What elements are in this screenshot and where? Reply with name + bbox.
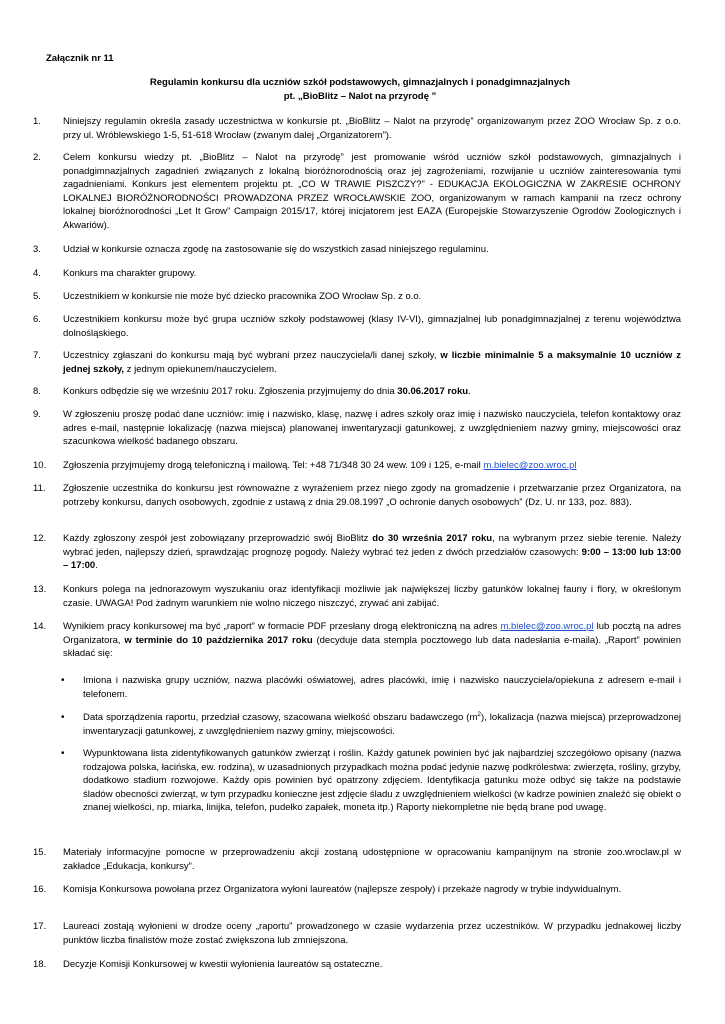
rule-text-bold: w terminie do 10 października 2017 roku — [124, 634, 313, 646]
rule-text: W zgłoszeniu proszę podać dane uczniów: imię i nazwisko, klasę, nazwę i adres szkoły oraz imię i nazwisko nauczyciela, telefon kontaktowy oraz adres e-mail, następnie lokalizację (nazwa miejsca) planowanej inwentaryzacji gatunkowej, z uwzględnieniem nazwy gminy, miejscowości oraz szacunkowa wielkość badanego obszaru. — [63, 409, 681, 447]
rule-number: 16. — [33, 884, 47, 895]
bullet-text: Wypunktowana lista zidentyfikowanych gatunków zwierząt i roślin. Każdy gatunek powinien być jak najbardziej szczegółowo opisany (nazwa rodzajowa polska, łacińska, ew. rodzina), w uzasadnionych przypadkach można podać jedynie nazwę podkrólestwa: zwierzęta, rośliny, grzyby, dodatkowo stadium rozwojowe. Każdy opis powinien być opatrzony zdjęciem. Identyfikacja gatunku może odbyć się także na podstawie śladów obecności zwierząt, w tym przypadku konieczne jest zdjęcie śladu z uwzględnieniem wielkości (w kadrze powinien znaleźć się obiekt o znanej wielkości, np. miarka, linijka, telefon, pudełko zapałek, moneta itp.) Raporty niekompletne nie będą brane pod uwagę. — [83, 748, 681, 813]
page-subtitle: pt. „BioBlitz – Nalot na przyrodę ” — [283, 91, 437, 102]
rule-text — [63, 620, 681, 661]
bullet-text: Imiona i nazwiska grupy uczniów, nazwa placówki oświatowej, adres placówki, imię i nazwisko nauczyciela/opiekuna z adresem e-mail i telefonem. — [83, 675, 681, 700]
annex-label: Załącznik nr 11 — [46, 53, 114, 64]
rule-number: 7. — [33, 350, 41, 361]
rule-number: 12. — [33, 533, 47, 544]
bullet-icon: • — [61, 712, 65, 723]
report-bullet-1 — [61, 674, 681, 701]
rule-number: 10. — [33, 460, 47, 471]
bullet-icon: • — [61, 748, 65, 759]
email-link[interactable]: m.bielec@zoo.wroc.pl — [483, 460, 577, 471]
rule-text-bold: 9:00 – 13:00 lub 13:00 – 17:00 — [63, 546, 681, 571]
rule-number: 15. — [33, 847, 47, 858]
rule-text: Komisja Konkursowa powołana przez Organizatora wyłoni laureatów (najlepsze zespoły) i przekaże nagrody w trybie indywidualnym. — [63, 884, 622, 895]
rule-text: Uczestnikiem w konkursie nie może być dziecko pracownika ZOO Wrocław Sp. z o.o. — [63, 291, 422, 302]
rule-number: 1. — [33, 116, 41, 127]
rule-text-part: Zgłoszenia przyjmujemy drogą telefoniczną i mailową. Tel: +48 71/348 30 24 wew. 109 i 125, e-mail — [63, 460, 484, 471]
report-bullet-2 — [61, 710, 681, 738]
rule-text-part: Konkurs odbędzie się we wrześniu 2017 roku. Zgłoszenia przyjmujemy do dnia — [63, 386, 398, 397]
rule-text: Uczestnikiem konkursu może być grupa uczniów szkoły podstawowej (klasy IV-VI), gimnazjalnej lub ponadgimnazjalnej z terenu województwa dolnośląskiego. — [63, 314, 681, 339]
superscript: 2 — [477, 710, 481, 718]
bullet-text-part: ), lokalizacja (nazwa miejsca) przeprowadzonej inwentaryzacji gatunkowej, z uwzględnieniem nazwy gminy, miejscowości. — [83, 712, 681, 737]
rule-text-part: z jednym opiekunem/nauczycielem. — [124, 363, 277, 375]
rule-number: 14. — [33, 621, 47, 632]
rule-text-bold: w liczbie minimalnie 5 a maksymalnie 10 uczniów z jednej szkoły, — [63, 350, 682, 375]
rule-number: 6. — [33, 314, 41, 325]
rule-number: 5. — [33, 291, 41, 302]
rule-number: 17. — [33, 921, 47, 932]
rule-text: Udział w konkursie oznacza zgodę na zastosowanie się do wszystkich zasad niniejszego regulaminu. — [63, 244, 489, 255]
rule-number: 4. — [33, 268, 41, 279]
rule-text: Celem konkursu wiedzy pt. „BioBlitz – Nalot na przyrodę” jest promowanie wśród uczniów szkół podstawowych, gimnazjalnych i ponadgimnazjalnych zagadnień związanych z lokalną bioróżnorodnością oraz jej zagrożeniami, rozwijanie u uczniów zainteresowania tymi zagadnieniami. Konkurs jest elementem projektu pt. „CO W TRAWIE PISZCZY?” - EDUKACJA EKOLOGICZNA W ZAKRESIE OCHRONY LOKALNEJ BIORÓŻNORODNOŚCI PROWADZONA PRZEZ WROCŁAWSKIE ZOO, organizowanym w ramach kampanii na rzecz ochrony lokalnej bioróżnorodności „Let It Grow” Campaign 2015/17, której inicjatorem jest EAZA (Europejskie Stowarzyszenie Ogrodów Zoologicznych i Akwariów). — [63, 152, 681, 231]
rule-text-part: (decyduje data stempla pocztowego lub data nadesłania e-maila). „Raport” powinien składać się: — [63, 634, 681, 659]
rule-text: Konkurs ma charakter grupowy. — [63, 268, 197, 279]
bullet-text-part: Data sporządzenia raportu, przedział czasowy, szacowana wielkość obszaru badawczego (m — [83, 712, 478, 723]
rule-number: 13. — [33, 584, 47, 595]
rule-text: Konkurs polega na jednorazowym wyszukaniu oraz identyfikacji możliwie jak największej liczby gatunków lokalnej fauny i flory, w określonym czasie. UWAGA! Pod żadnym warunkiem nie wolno niczego niszczyć, zrywać ani zabijać. — [63, 584, 681, 609]
rule-text-part: . — [468, 386, 471, 397]
rule-text: Niniejszy regulamin określa zasady uczestnictwa w konkursie pt. „BioBlitz – Nalot na przyrodę” organizowanym przez ZOO Wrocław Sp. z o.o. przy ul. Wróblewskiego 1-5, 51-618 Wrocław (zwanym dalej „Organizatorem”). — [63, 116, 681, 141]
rule-text-part: Wynikiem pracy konkursowej ma być „raport” w formacie PDF przesłany drogą elektroniczną na adres — [63, 621, 501, 632]
rule-text — [63, 459, 681, 473]
rule-text: Laureaci zostają wyłonieni w drodze oceny „raportu” prowadzonego w czasie wydarzenia przez uczestników. W przypadku jednakowej liczby punktów liczba finalistów może zostać zwiększona lub zmniejszona. — [63, 921, 681, 946]
rule-text — [63, 349, 681, 376]
rule-text-part: Każdy zgłoszony zespół jest zobowiązany przeprowadzić swój BioBlitz — [63, 533, 373, 544]
rule-text-part: lub pocztą na adres Organizatora, — [63, 621, 682, 646]
rule-number: 3. — [33, 244, 41, 255]
rule-number: 11. — [33, 483, 46, 494]
rule-number: 8. — [33, 386, 41, 397]
email-link[interactable]: m.bielec@zoo.wroc.pl — [500, 621, 594, 632]
rule-text-part: , na wybranym przez siebie terenie. Należy wybrać jeden, najlepszy dzień, sprawdzając prognozę pogody. Należy wybrać też jeden z dwóch przedziałów czasowych: — [63, 533, 681, 558]
rule-text-bold: do 30 września 2017 roku — [372, 533, 493, 544]
rule-text-bold: 30.06.2017 roku — [397, 386, 469, 397]
rule-text: Materiały informacyjne pomocne w przeprowadzeniu akcji zostaną udostępnione w opracowaniu kampanijnym na stronie zoo.wroclaw.pl w zakładce „Edukacja, konkursy”. — [63, 847, 681, 872]
bullet-icon: • — [61, 675, 65, 686]
page-title: Regulamin konkursu dla uczniów szkół podstawowych, gimnazjalnych i ponadgimnazjalnych — [149, 77, 571, 88]
report-bullet-3 — [61, 747, 681, 815]
rule-text-part: . — [95, 560, 98, 571]
rule-text — [63, 385, 681, 399]
rule-text-part: Uczestnicy zgłaszani do konkursu mają być wybrani przez nauczyciela/li danej szkoły, — [63, 350, 441, 361]
rule-text — [63, 532, 681, 573]
rule-number: 18. — [33, 959, 47, 970]
rule-number: 9. — [33, 409, 41, 420]
rule-text: Zgłoszenie uczestnika do konkursu jest równoważne z wyrażeniem przez niego zgody na gromadzenie i przetwarzanie przez Organizatora, na potrzeby konkursu, danych osobowych, zgodnie z ustawą z dnia 29.08.1997 „O ochronie danych osobowych” (Dz. U. nr 133, poz. 883). — [63, 483, 681, 508]
rule-number: 2. — [33, 152, 41, 163]
rule-text: Decyzje Komisji Konkursowej w kwestii wyłonienia laureatów są ostateczne. — [63, 959, 383, 970]
bullet-text — [83, 711, 681, 738]
